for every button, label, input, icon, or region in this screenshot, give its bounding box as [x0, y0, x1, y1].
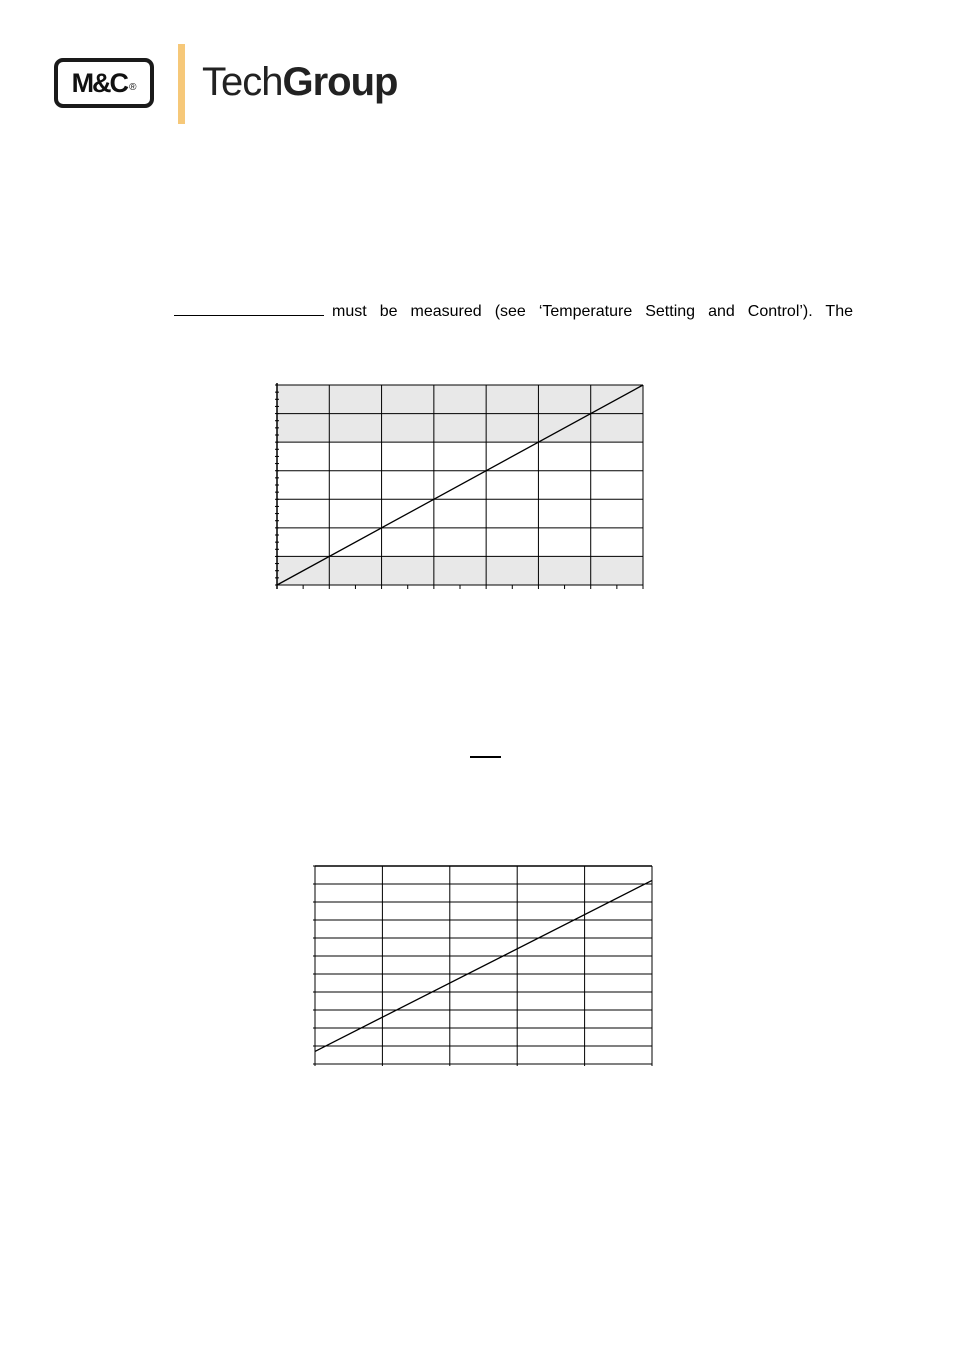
body-sentence: must be measured (see ‘Temperature Setting and Control’). The — [332, 303, 853, 320]
brand-group: Group — [282, 60, 398, 104]
registered-mark: ® — [129, 81, 137, 93]
brand-tech: Tech — [202, 60, 283, 104]
body-text-line — [174, 298, 853, 321]
logo-divider — [178, 44, 185, 124]
shaded-band-0 — [277, 556, 643, 585]
fill-in-blank — [174, 298, 324, 316]
brand-name — [202, 60, 397, 105]
logo-box — [54, 58, 154, 108]
series-line — [315, 880, 652, 1051]
logo-wordmark: M&C — [71, 67, 128, 98]
chart-1 — [268, 378, 658, 598]
chart-2 — [308, 858, 668, 1078]
fraction-bar — [470, 756, 501, 758]
logo-text — [72, 68, 137, 99]
